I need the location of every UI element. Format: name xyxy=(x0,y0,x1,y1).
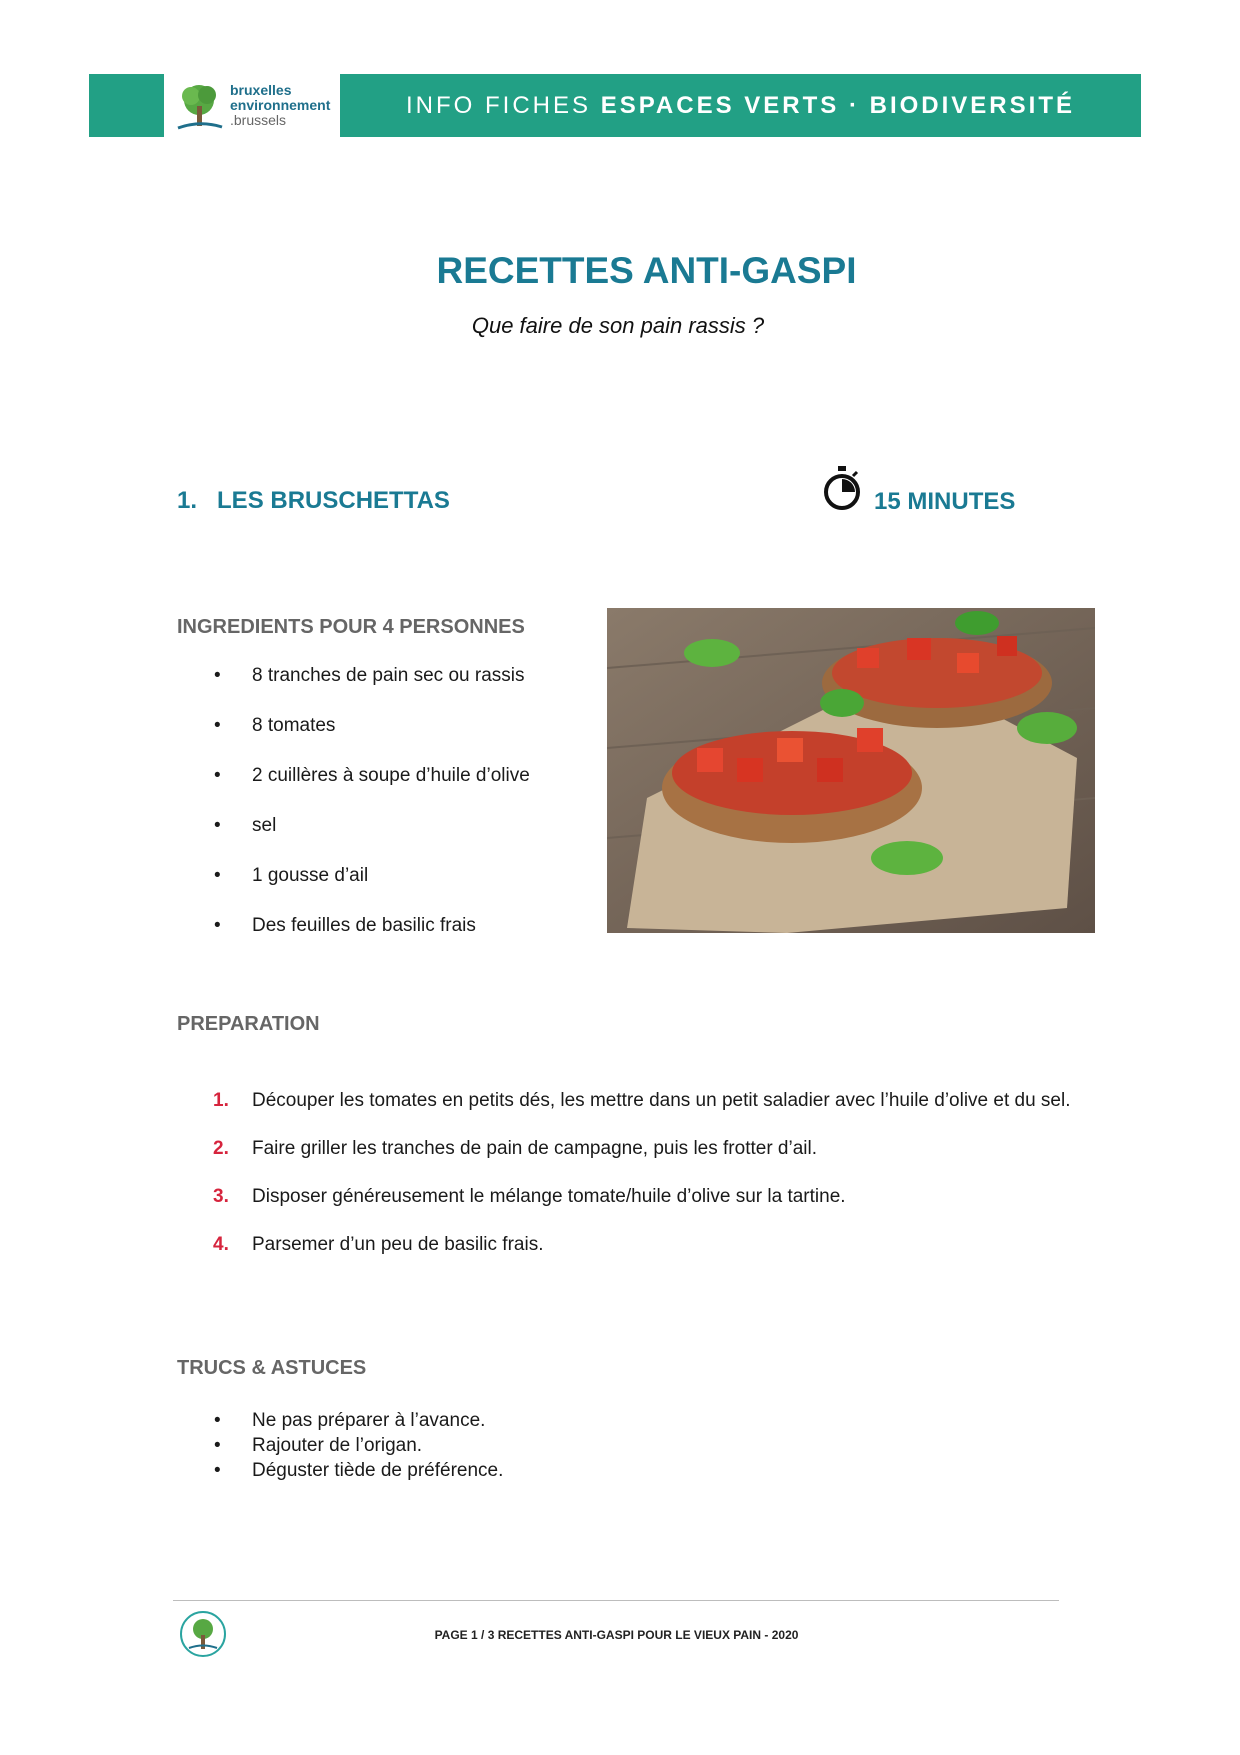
header-title-light: INFO FICHES xyxy=(406,92,601,119)
list-item xyxy=(213,1233,1093,1257)
logo-text xyxy=(230,83,330,128)
recipe-title: 1. LES BRUSCHETTAS xyxy=(177,487,450,514)
step-number: 4. xyxy=(213,1234,229,1255)
prep-time: 15 MINUTES xyxy=(874,488,1016,515)
footer-text: PAGE 1 / 3 RECETTES ANTI-GASPI POUR LE VIEUX PAIN - 2020 xyxy=(434,1628,799,1642)
list-item: • Ne pas préparer à l’avance. xyxy=(210,1410,610,1435)
bruschetta-photo xyxy=(607,608,1095,933)
page-subtitle: Que faire de son pain rassis ? xyxy=(471,313,765,338)
preparation-steps xyxy=(213,1089,1093,1281)
ingredients-heading: INGREDIENTS POUR 4 PERSONNES xyxy=(177,616,525,638)
stopwatch-icon xyxy=(822,464,862,512)
list-item xyxy=(213,1185,1093,1209)
list-item: • sel xyxy=(210,815,610,865)
list-item xyxy=(213,1137,1093,1161)
list-item: • 2 cuillères à soupe d’huile d’olive xyxy=(210,765,610,815)
step-text: Découper les tomates en petits dés, les mettre dans un petit saladier avec l’huile d’olive et du sel. xyxy=(252,1090,1071,1111)
list-item: • 8 tomates xyxy=(210,715,610,765)
list-item: • 1 gousse d’ail xyxy=(210,865,610,915)
logo-line1: bruxelles xyxy=(230,82,292,98)
step-text: Disposer généreusement le mélange tomate/huile d’olive sur la tartine. xyxy=(252,1186,846,1207)
tree-icon xyxy=(179,1610,227,1658)
list-item: • Rajouter de l’origan. xyxy=(210,1435,610,1460)
header-band-left xyxy=(89,74,164,137)
tips-list xyxy=(210,1410,610,1485)
header-title-bold: ESPACES VERTS · BIODIVERSITÉ xyxy=(600,92,1075,119)
list-item: • Déguster tiède de préférence. xyxy=(210,1460,610,1485)
tree-icon xyxy=(172,78,228,134)
logo-line3: .brussels xyxy=(230,112,287,128)
logo-line2: environnement xyxy=(230,97,331,113)
page-title: RECETTES ANTI-GASPI xyxy=(436,250,857,291)
step-number: 1. xyxy=(213,1090,229,1111)
list-item: • Des feuilles de basilic frais xyxy=(210,915,610,965)
step-number: 3. xyxy=(213,1186,229,1207)
step-text: Parsemer d’un peu de basilic frais. xyxy=(252,1234,544,1255)
ingredients-list xyxy=(210,665,610,965)
step-number: 2. xyxy=(213,1138,229,1159)
tips-heading: TRUCS & ASTUCES xyxy=(177,1357,367,1379)
footer-divider xyxy=(173,1600,1059,1601)
step-text: Faire griller les tranches de pain de campagne, puis les frotter d’ail. xyxy=(252,1138,818,1159)
list-item xyxy=(213,1089,1093,1113)
list-item: • 8 tranches de pain sec ou rassis xyxy=(210,665,610,715)
header-title xyxy=(340,74,1141,137)
preparation-heading: PREPARATION xyxy=(177,1013,320,1035)
